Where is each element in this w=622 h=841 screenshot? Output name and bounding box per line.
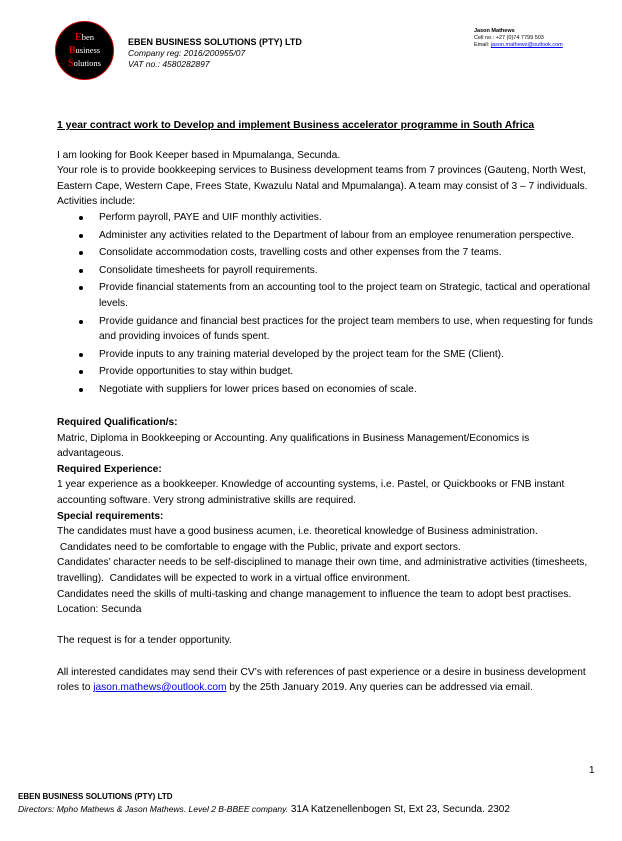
activity-item: Consolidate timesheets for payroll requirements. (57, 263, 597, 279)
page-number: 1 (589, 765, 595, 776)
footer-line (18, 803, 618, 816)
special-heading: Special requirements: (57, 510, 164, 522)
special-requirements (57, 524, 597, 618)
experience-heading: Required Experience: (57, 463, 162, 475)
activity-item: Consolidate accommodation costs, travelling costs and other expenses from the 7 teams. (57, 245, 597, 261)
footer-directors: Directors: Mpho Mathews & Jason Mathews. Level 2 B-BBEE company. (18, 804, 289, 814)
document-body (57, 118, 597, 696)
special-requirement-line: Location: Secunda (57, 604, 142, 616)
closing-after: by the 25th January 2019. Any queries can be addressed via email. (226, 682, 533, 694)
special-requirement-line: Candidates’ character needs to be self-disciplined to manage their own time, and administrative activities (timesheets, travelling). Candidates will be expected to work in a virtual office environment. (57, 557, 591, 585)
contact-cell: Cell no.: +27 (0)74 7799 503 (474, 35, 544, 41)
contact-block (474, 28, 563, 49)
closing-email-link[interactable]: jason.mathews@outlook.com (93, 682, 227, 694)
contact-name: Jason Mathews (474, 28, 515, 34)
contact-email-link[interactable]: jason.mathews@outlook.com (490, 42, 563, 48)
contact-email-line (474, 42, 563, 49)
activity-item: Provide inputs to any training material developed by the project team for the SME (Client). (57, 347, 597, 363)
closing-before: All interested candidates may send their CV’s with references of past experience or a desire in business development roles to (57, 666, 586, 694)
qualifications-heading: Required Qualification/s: (57, 417, 178, 429)
tender-text: The request is for a tender opportunity. (57, 635, 232, 647)
experience-text: 1 year experience as a bookkeeper. Knowledge of accounting systems, i.e. Pastel, or Quickbooks or FNB instant accounting software. Very strong administrative skills are required. (57, 479, 565, 507)
footer-company-name: EBEN BUSINESS SOLUTIONS (PTY) LTD (18, 792, 173, 801)
footer (18, 790, 618, 816)
special-requirement-line: Candidates need to be comfortable to engage with the Public, private and export sectors. (57, 541, 461, 553)
special-requirement-line: The candidates must have a good business acumen, i.e. theoretical knowledge of Business administration. (57, 526, 538, 538)
footer-address: 31A Katzenellenbogen St, Ext 23, Secunda. 2302 (288, 804, 510, 815)
vat-number: VAT no.: 4580282897 (128, 59, 210, 69)
logo-line-1: Eben (75, 32, 94, 43)
activity-item: Negotiate with suppliers for lower prices based on economies of scale. (57, 382, 597, 398)
company-header (128, 37, 302, 70)
qualifications-text: Matric, Diploma in Bookkeeping or Accounting. Any qualifications in Business Management/Economics is advantageous. (57, 432, 530, 460)
company-reg: Company reg: 2016/200955/07 (128, 48, 246, 58)
intro-text: I am looking for Book Keeper based in Mpumalanga, Secunda. (57, 149, 341, 161)
company-logo (55, 21, 114, 80)
contact-email-label: Email: (474, 42, 491, 48)
role-text: Your role is to provide bookkeeping services to Business development teams from 7 provinces (Gauteng, North West, Eastern Cape, Western Cape, Frees State, Kwazulu Natal and Mpumalanga). A team may consist of 3 – 7 individuals. Activities include: (57, 165, 588, 208)
activities-list (57, 210, 597, 398)
activity-item: Provide financial statements from an accounting tool to the project team on Strategic, tactical and operational levels. (57, 280, 597, 311)
activity-item: Perform payroll, PAYE and UIF monthly activities. (57, 210, 597, 226)
logo-line-2: Business (68, 45, 101, 56)
activity-item: Provide opportunities to stay within budget. (57, 364, 597, 380)
activity-item: Administer any activities related to the Department of labour from an employee renumeration perspective. (57, 228, 597, 244)
closing-text (57, 665, 597, 696)
special-requirement-line: Candidates need the skills of multi-tasking and change management to influence the team to adopt best practises. (57, 588, 572, 600)
company-name: EBEN BUSINESS SOLUTIONS (PTY) LTD (128, 37, 302, 47)
logo-line-3: Solutions (68, 58, 101, 69)
activity-item: Provide guidance and financial best practices for the project team members to use, when requesting for funds and providing invoices of funds spent. (57, 314, 597, 345)
page-title: 1 year contract work to Develop and implement Business accelerator programme in South Africa (57, 120, 535, 131)
